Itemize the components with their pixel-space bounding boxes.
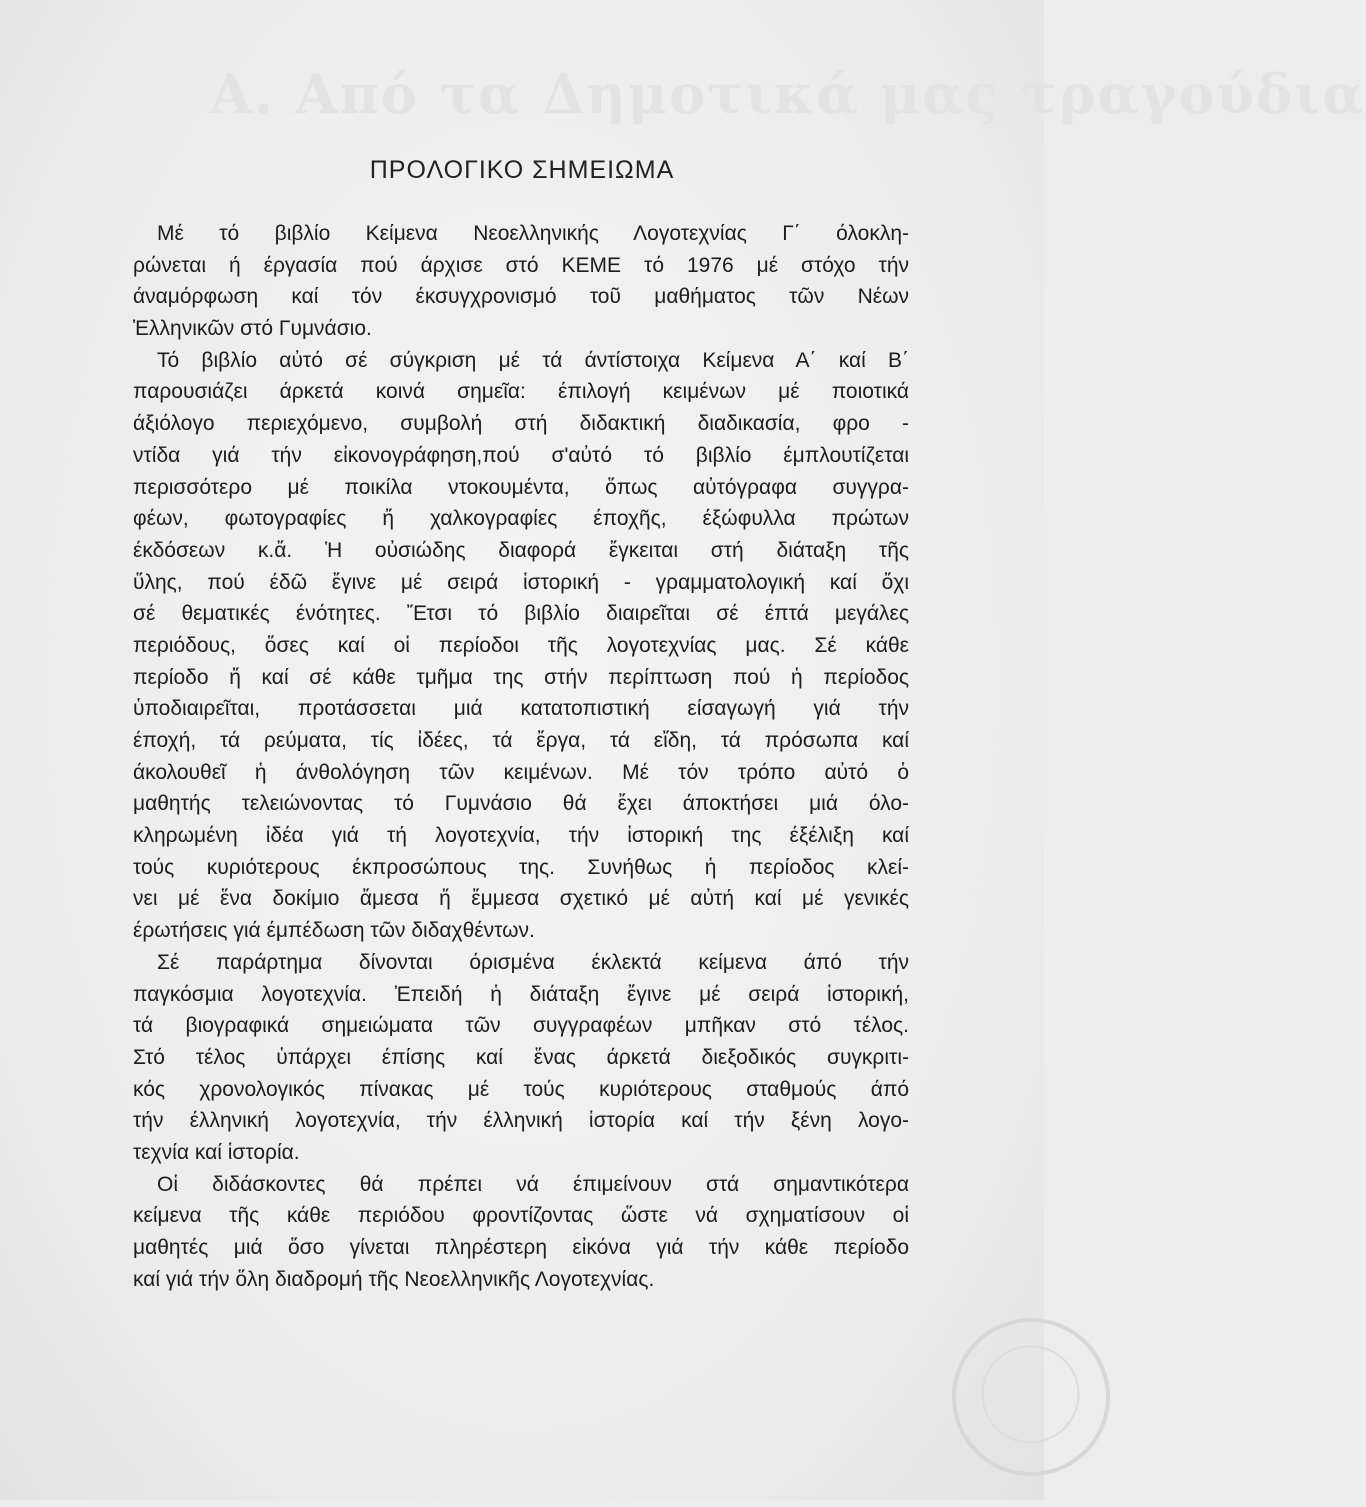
- text-line: σέ θεματικές ένότητες. Ἔτσι τό βιβλίο διαιρεῖται σέ έπτά μεγάλες: [133, 602, 909, 626]
- text-line: περισσότερο μέ ποικίλα ντοκουμέντα, ὅπως αὐτόγραφα συγγρα-: [133, 475, 909, 499]
- text-line: μαθητές μιά ὅσο γίνεται πληρέστερη εἰκόνα γιά τήν κάθε περίοδο: [133, 1236, 909, 1259]
- text-line: τά βιογραφικά σημειώματα τῶν συγγραφέων μπῆκαν στό τέλος.: [133, 1014, 909, 1038]
- bleed-through-heading: Α. Από τα Δημοτικά μας τραγούδια: [210, 62, 1366, 126]
- paragraph-4: [133, 1169, 909, 1296]
- paragraph-1: [133, 218, 909, 345]
- library-stamp-inner-ring: [962, 1326, 1098, 1462]
- text-line: Μέ τό βιβλίο Κείμενα Νεοελληνικής Λογοτεχνίας Γ΄ όλοκλη-: [157, 222, 909, 245]
- text-line: Οἱ διδάσκοντες θά πρέπει νά έπιμείνουν στά σημαντικότερα: [157, 1172, 909, 1196]
- text-line: παρουσιάζει άρκετά κοινά σημεῖα: έπιλογή κειμένων μέ ποιοτικά: [133, 380, 909, 404]
- text-line: περιόδους, ὅσες καί οἱ περίοδοι τῆς λογοτεχνίας μας. Σέ κάθε: [133, 633, 909, 657]
- text-line: μαθητής τελειώνοντας τό Γυμνάσιο θά ἔχει άποκτήσει μιά όλο-: [133, 792, 909, 816]
- text-line: τήν έλληνική λογοτεχνία, τήν έλληνική ἱστορία καί τήν ξένη λογο-: [133, 1109, 909, 1133]
- text-line: Σέ παράρτημα δίνονται όρισμένα έκλεκτά κείμενα άπό τήν: [157, 950, 909, 974]
- text-line: άκολουθεῖ ἡ άνθολόγηση τῶν κειμένων. Μέ τόν τρόπο αὐτό ὁ: [133, 760, 909, 784]
- text-line: Τό βιβλίο αὐτό σέ σύγκριση μέ τά άντίστοιχα Κείμενα Α΄ καί Β΄: [157, 348, 909, 372]
- text-line: Στό τέλος ὑπάρχει έπίσης καί ἕνας άρκετά διεξοδικός συγκριτι-: [133, 1045, 909, 1069]
- paragraph-3: [133, 947, 909, 1169]
- text-line: άξιόλογο περιεχόμενο, συμβολή στή διδακτική διαδικασία, φρο -: [133, 412, 909, 436]
- text-line: ὑποδιαιρεῖται, προτάσσεται μιά κατατοπιστική είσαγωγή γιά τήν: [133, 697, 909, 721]
- text-line: ρώνεται ή έργασία πού άρχισε στό ΚΕΜΕ τό 1976 μέ στόχο τήν: [133, 253, 909, 277]
- text-line: παγκόσμια λογοτεχνία. Ἐπειδή ἡ διάταξη ἔγινε μέ σειρά ἱστορική,: [133, 982, 909, 1006]
- text-line: Ἑλληνικῶν στό Γυμνάσιο.: [133, 317, 372, 341]
- text-line: νει μέ ἕνα δοκίμιο ἄμεσα ἤ ἔμμεσα σχετικό μέ αὐτή καί μέ γενικές: [133, 887, 909, 911]
- text-line: άναμόρφωση καί τόν έκσυγχρονισμό τοῦ μαθήματος τῶν Νέων: [133, 285, 909, 309]
- text-line: ὕλης, πού έδῶ ἔγινε μέ σειρά ἱστορική - γραμματολογική καί ὄχι: [133, 570, 909, 594]
- text-line: τεχνία καί ἱστορία.: [133, 1140, 300, 1164]
- text-line: περίοδο ἤ καί σέ κάθε τμῆμα της στήν περίπτωση πού ἡ περίοδος: [133, 665, 909, 689]
- text-line: έρωτήσεις γιά έμπέδωση τῶν διδαχθέντων.: [133, 919, 535, 943]
- preface-body: [133, 218, 909, 1295]
- text-line: κληρωμένη ἰδέα γιά τή λογοτεχνία, τήν ἱστορική της έξέλιξη καί: [133, 824, 909, 848]
- text-line: κείμενα τῆς κάθε περιόδου φροντίζοντας ὥστε νά σχηματίσουν οἱ: [133, 1204, 909, 1228]
- text-line: έποχή, τά ρεύματα, τίς ἰδέες, τά ἔργα, τά εἴδη, τά πρόσωπα καί: [133, 729, 909, 752]
- paragraph-2: [133, 345, 909, 947]
- text-line: κός χρονολογικός πίνακας μέ τούς κυριότερους σταθμούς άπό: [133, 1077, 909, 1101]
- text-line: ντίδα γιά τήν εἰκονογράφηση,πού σ'αὐτό τό βιβλίο έμπλουτίζεται: [133, 443, 909, 467]
- library-stamp: [921, 1287, 1141, 1507]
- page-title: ΠΡΟΛΟΓΙΚΟ ΣΗΜΕΙΩΜΑ: [369, 156, 675, 184]
- text-line: έκδόσεων κ.ἄ. Ἡ οὐσιώδης διαφορά ἔγκειται στή διάταξη τῆς: [133, 538, 909, 562]
- text-line: φέων, φωτογραφίες ἤ χαλκογραφίες έποχῆς, έξώφυλλα πρώτων: [133, 507, 909, 531]
- text-line: καί γιά τήν ὅλη διαδρομή τῆς Νεοελληνικῆς Λογοτεχνίας.: [133, 1267, 655, 1291]
- text-line: τούς κυριότερους έκπροσώπους της. Συνήθως ἡ περίοδος κλεί-: [133, 855, 909, 879]
